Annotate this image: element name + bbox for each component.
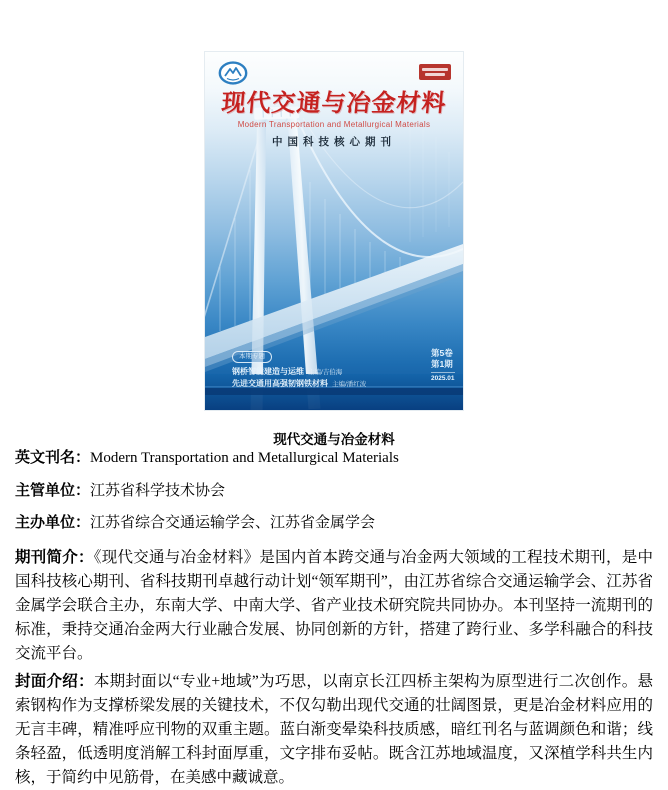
paragraph-cover-intro: [15, 670, 653, 790]
topic-badge: 本期专题: [232, 351, 272, 363]
cover-core-journal-label: 中国科技核心期刊: [272, 137, 396, 148]
paragraph-text: 《现代交通与冶金材料》是国内首本跨交通与冶金两大领域的工程技术期刊，是中国科技核心期刊、省科技期刊卓越行动计划“领军期刊”，由江苏省综合交通运输学会、江苏省金属学会联合主办，东南大学、中南大学、省产业技术研究院共同协办。本刊坚持一流期刊的标准，秉持交通冶金两大行业融合发展、协同创新的方针，搭建了跨行业、多学科融合的科技交流平台。: [15, 548, 653, 663]
issue-date: 2025.01: [431, 372, 455, 382]
paragraph-text: 本期封面以“专业+地域”为巧思，以南京长江四桥主架构为原型进行二次创作。悬索钢构作为支撑桥梁发展的关键技术，不仅勾勒出现代交通的壮阔图景，更是冶金材料应用的无言丰碑，精准呼应刊物的双重主题。蓝白渐变晕染科技质感，暗红刊名与蓝调颜色和谐；线条轻盈，低透明度消解工科封面厚重，文字排布妥帖。既含江苏地域温度，又深植学科共生内核，于简约中见筋骨，在美感中藏诚意。: [15, 672, 653, 787]
journal-description: [15, 448, 653, 790]
cover-caption: 现代交通与冶金材料: [273, 432, 395, 447]
info-value: 江苏省科学技术协会: [90, 482, 226, 499]
info-label: 主管单位：: [15, 481, 91, 499]
issue-number: 第1期: [431, 358, 453, 369]
info-line-english-title: [15, 448, 653, 469]
info-line-supervisor: [15, 481, 653, 502]
paragraph-journal-intro: [15, 546, 653, 667]
info-value: 江苏省综合交通运输学会、江苏省金属学会: [90, 515, 376, 531]
info-value: Modern Transportation and Metallurgical Materials: [90, 450, 399, 466]
topic-editor: 主编/潘红波: [332, 381, 367, 388]
info-label: 英文刊名：: [15, 449, 91, 466]
journal-logo-icon: [218, 61, 248, 85]
journal-cover: [205, 52, 463, 410]
topic-line-2: [232, 378, 366, 390]
topic-editor: 主编/吉伯海: [308, 369, 343, 376]
volume-info: [431, 348, 455, 382]
paragraph-label: 封面介绍：: [15, 672, 94, 690]
cover-title-en: Modern Transportation and Metallurgical Materials: [237, 120, 431, 129]
topic-title: 钢桥智能建造与运维: [232, 367, 304, 376]
topic-list: [232, 366, 366, 390]
award-badge-icon: [419, 64, 451, 80]
topic-title: 先进交通用高强韧钢铁材料: [232, 379, 328, 388]
volume-number: 第5卷: [431, 348, 453, 358]
info-label: 主办单位：: [15, 514, 91, 531]
info-line-sponsor: [15, 513, 653, 534]
paragraph-label: 期刊简介：: [15, 548, 94, 566]
topic-line-1: [232, 366, 366, 378]
cover-title-cn: 现代交通与冶金材料: [220, 90, 448, 117]
